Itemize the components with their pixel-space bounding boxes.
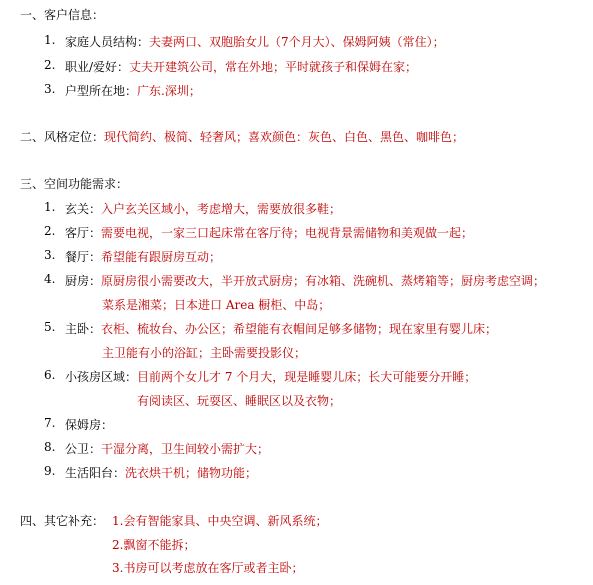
item-number: 2.: [44, 224, 56, 238]
item-value: 需要电视，一家三口起床常在客厅待；电视背景需储物和美观做一起；: [101, 226, 474, 240]
space-item-6-continuation: 有阅读区、玩耍区、睡眠区以及衣物；: [137, 394, 342, 408]
section-customer-title: 一、客户信息：: [20, 8, 105, 22]
item-number: 8.: [44, 440, 56, 454]
item-number: 2.: [44, 58, 56, 72]
item-label: 小孩房区域：目前两个女儿才 7 个月大，现是睡婴儿床；长大可能要分开睡；: [65, 370, 477, 384]
other-item-3: 3.书房可以考虑放在客厅或者主卧；: [112, 561, 304, 575]
other-item-2: 2.飘窗不能拆；: [112, 538, 196, 552]
item-value: 入户玄关区域小，考虑增大，需要放很多鞋；: [101, 202, 342, 216]
item-number: 3.: [44, 248, 56, 262]
section-space-title: 三、空间功能需求：: [20, 177, 129, 191]
space-item-4-continuation: 菜系是湘菜；日本进口 Area 橱柜、中岛；: [102, 298, 331, 312]
item-label: 餐厅：希望能有跟厨房互动；: [65, 250, 222, 264]
item-label: 家庭人员结构：夫妻两口、双胞胎女儿（7个月大）、保姆阿姨（常住）；: [65, 35, 445, 49]
item-number: 6.: [44, 368, 56, 382]
item-label: 公卫：干湿分离，卫生间较小需扩大；: [65, 442, 270, 456]
item-value: 洗衣烘干机；储物功能；: [125, 466, 258, 480]
item-value: 衣柜、梳妆台、办公区；希望能有衣帽间足够多储物；现在家里有婴儿床；: [101, 322, 498, 336]
item-label: 玄关：入户玄关区域小，考虑增大，需要放很多鞋；: [65, 202, 342, 216]
other-item-1: 1.会有智能家具、中央空调、新风系统；: [112, 514, 328, 528]
item-value: 原厨房很小需要改大，半开放式厨房；有冰箱、洗碗机、蒸烤箱等；厨房考虑空调；: [101, 274, 546, 288]
section-style-title: 二、风格定位：: [20, 130, 105, 144]
item-value: 广东.深圳；: [137, 84, 201, 98]
item-value: 干湿分离，卫生间较小需扩大；: [101, 442, 270, 456]
style-value: 现代简约、极简、轻奢风；喜欢颜色：灰色、白色、黑色、咖啡色；: [104, 130, 465, 144]
item-label: 厨房：原厨房很小需要改大，半开放式厨房；有冰箱、洗碗机、蒸烤箱等；厨房考虑空调；: [65, 274, 546, 288]
section-style: [20, 128, 464, 145]
item-value: 丈夫开建筑公司，常在外地；平时就孩子和保姆在家；: [129, 60, 418, 74]
item-number: 9.: [44, 464, 56, 478]
space-item-5-continuation: 主卫能有小的浴缸；主卧需要投影仪；: [102, 346, 307, 360]
item-label: 生活阳台：洗衣烘干机；储物功能；: [65, 466, 258, 480]
section-other-title: 四、其它补充：: [20, 514, 105, 528]
item-label: 户型所在地：广东.深圳；: [65, 84, 201, 98]
item-number: 3.: [44, 82, 56, 96]
item-label: 主卧：衣柜、梳妆台、办公区；希望能有衣帽间足够多储物；现在家里有婴儿床；: [65, 322, 498, 336]
item-value: 夫妻两口、双胞胎女儿（7个月大）、保姆阿姨（常住）；: [149, 35, 445, 49]
item-label: 保姆房：: [65, 418, 114, 432]
item-number: 1.: [44, 200, 56, 214]
item-number: 7.: [44, 416, 56, 430]
item-number: 4.: [44, 272, 56, 286]
item-value: 希望能有跟厨房互动；: [101, 250, 222, 264]
item-label: 职业/爱好：丈夫开建筑公司，常在外地；平时就孩子和保姆在家；: [65, 60, 418, 74]
item-number: 5.: [44, 320, 56, 334]
item-number: 1.: [44, 33, 56, 47]
item-label: 客厅：需要电视，一家三口起床常在客厅待；电视背景需储物和美观做一起；: [65, 226, 474, 240]
item-value: 目前两个女儿才 7 个月大，现是睡婴儿床；长大可能要分开睡；: [137, 370, 477, 384]
